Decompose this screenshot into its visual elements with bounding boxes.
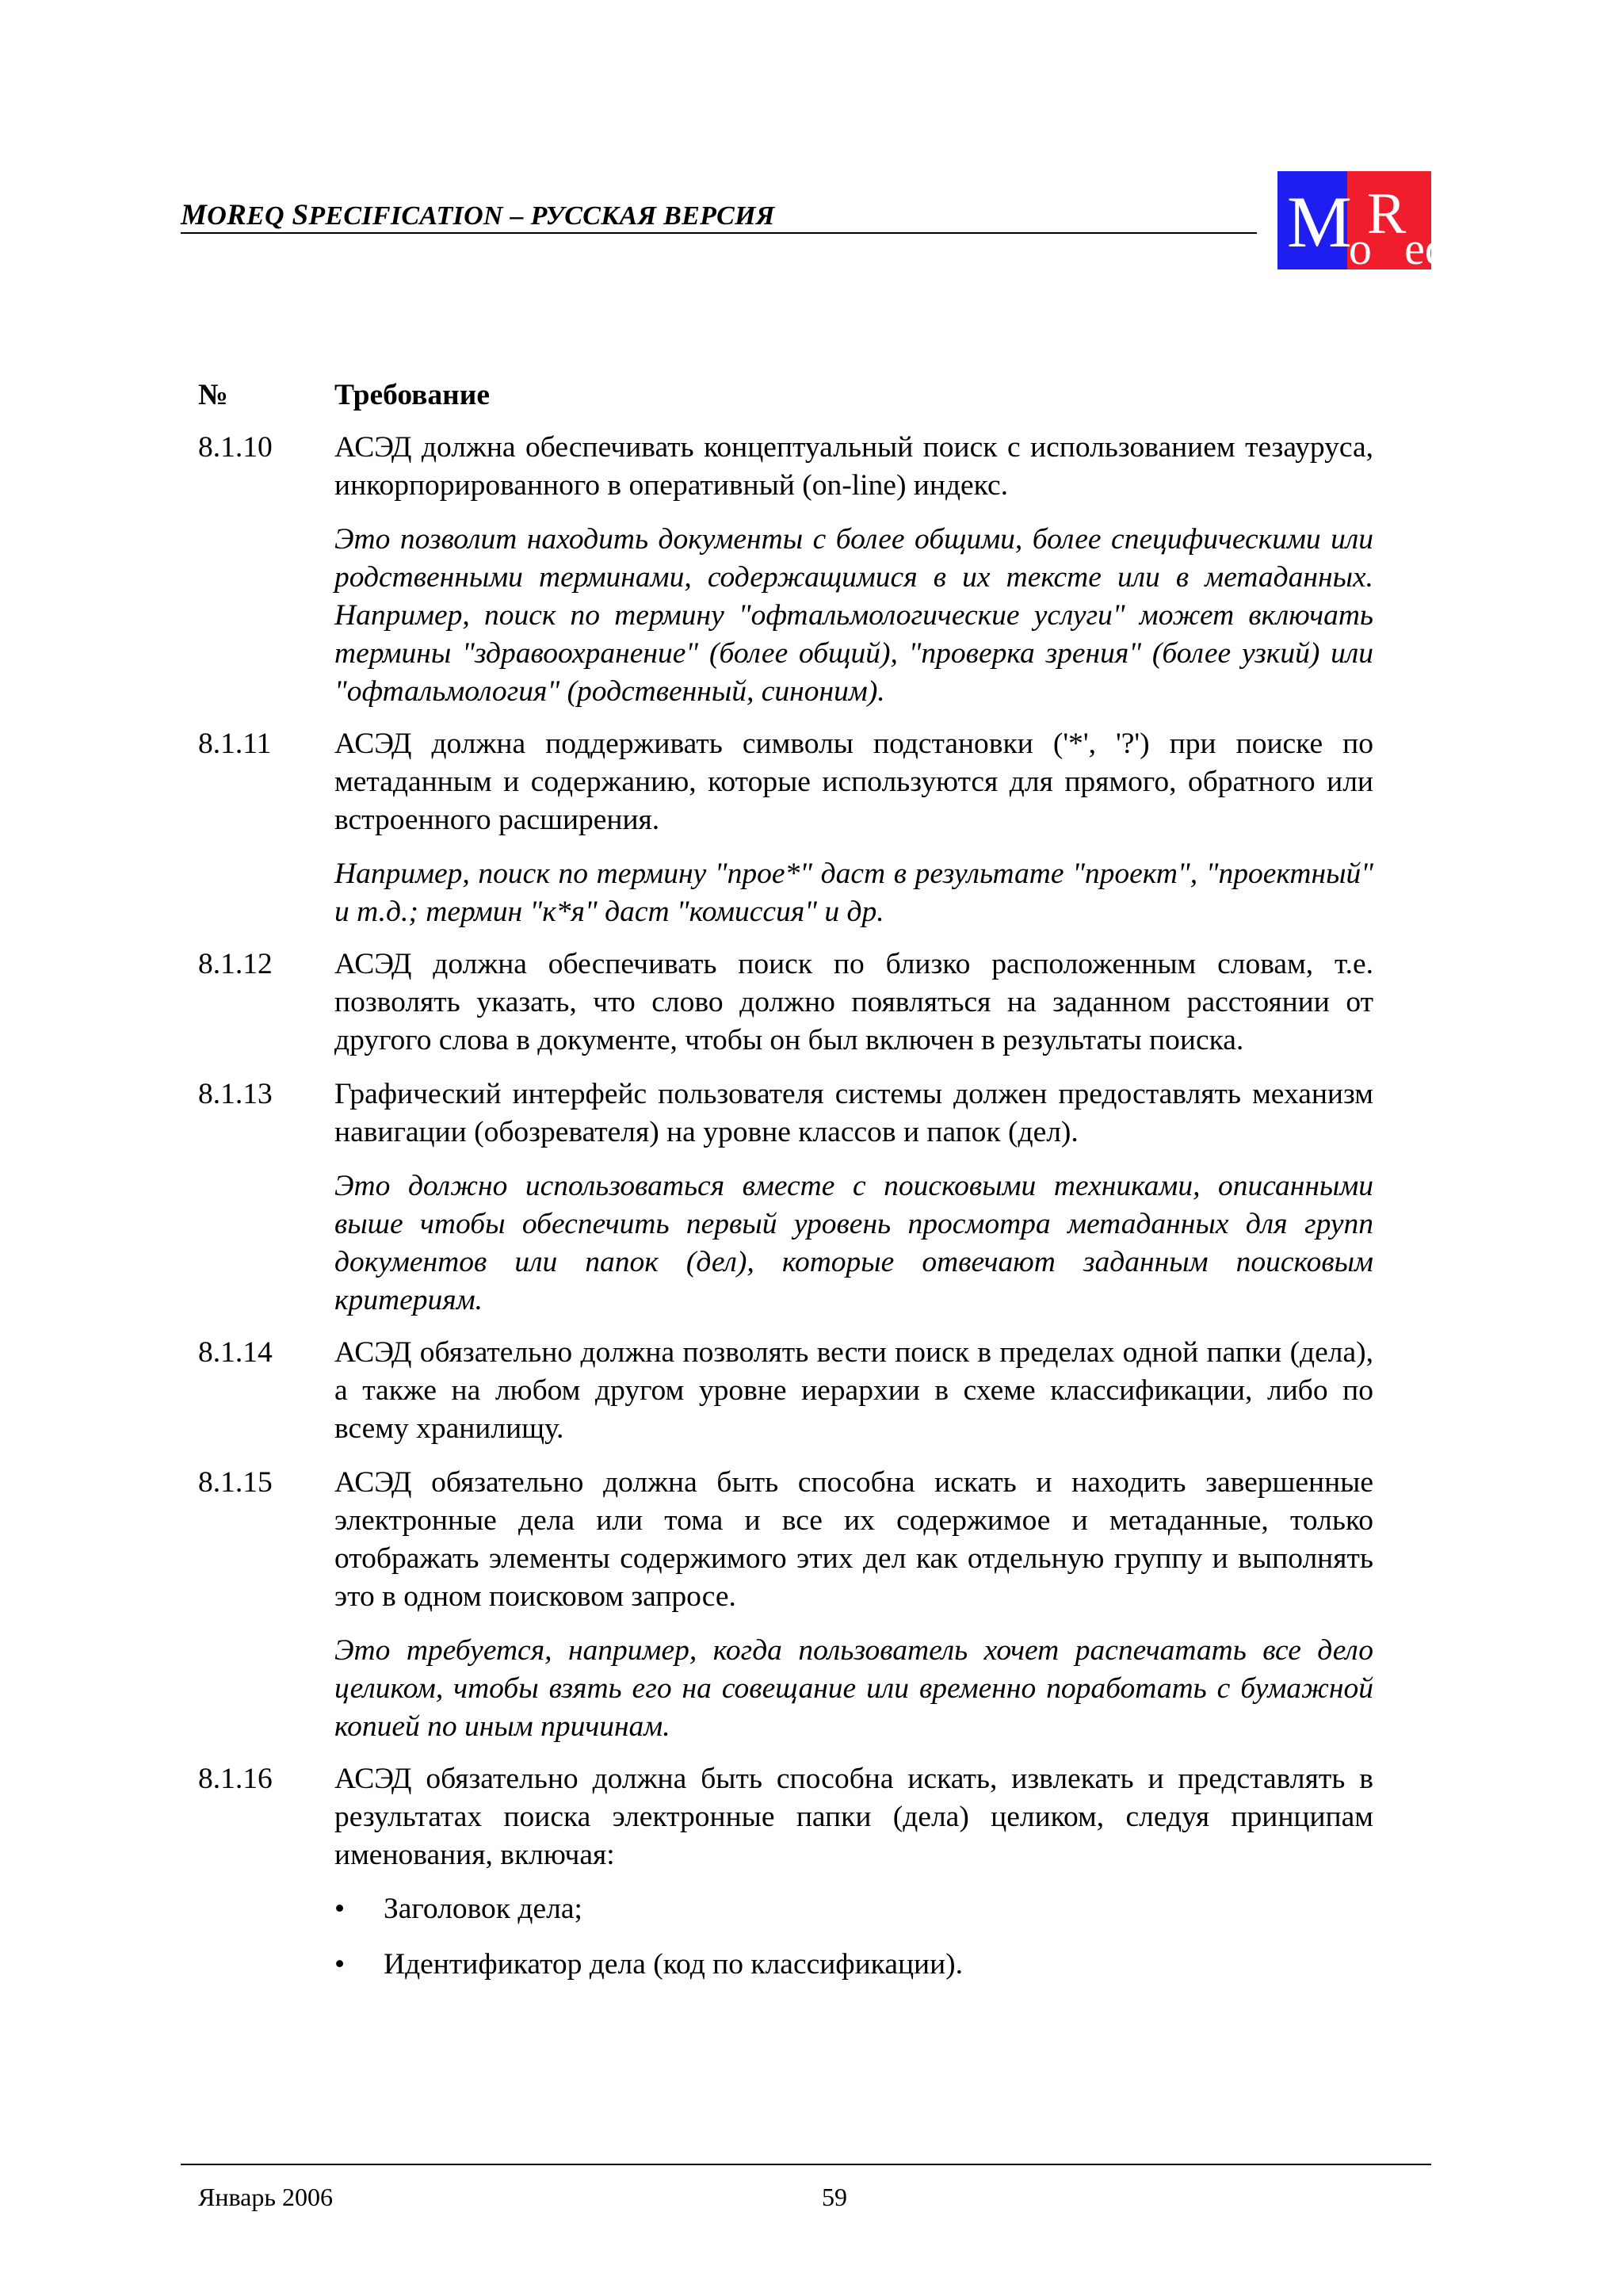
logo-lettering: MoReq bbox=[1287, 181, 1448, 274]
header-title-part: – РУССКАЯ ВЕРСИЯ bbox=[502, 201, 775, 231]
requirement-row bbox=[198, 946, 1373, 1075]
requirement-row bbox=[198, 1464, 1373, 1760]
header-title-part: M bbox=[181, 199, 208, 231]
requirement-text: АСЭД обязательно должна быть способна искать и находить завершенные электронные дела или тома и все их содержимое и метаданные, только отображать элементы содержимого этих дел как отдельную группу и выполнять это в одном поисковом запросе. bbox=[334, 1466, 1373, 1613]
requirement-text: Графический интерфейс пользователя системы должен предоставлять механизм навигации (обозревателя) на уровне классов и папок (дел). bbox=[334, 1078, 1373, 1148]
requirement-row bbox=[198, 1760, 1373, 2001]
requirement-number: 8.1.14 bbox=[198, 1336, 273, 1369]
requirement-number: 8.1.16 bbox=[198, 1763, 273, 1795]
requirement-number: 8.1.11 bbox=[198, 728, 272, 760]
requirement-number: 8.1.10 bbox=[198, 431, 273, 464]
requirement-note: Это позволит находить документы с более общими, более специфическими или родственными терминами, содержащимися в их тексте или в метаданных. Например, поиск по термину "офтальмологические услуги" может включать термины "здравоохранение" (более общий), "проверка зрения" (более узкий) или "офтальмология" (родственный, синоним). bbox=[334, 523, 1373, 708]
requirement-row bbox=[198, 725, 1373, 946]
header-title-part: R bbox=[227, 199, 247, 231]
bullet-icon: • bbox=[334, 1948, 346, 1981]
requirement-text: АСЭД должна поддерживать символы подстановки ('*', '?') при поиске по метаданным и содержанию, которые используются для прямого, обратного или встроенного расширения. bbox=[334, 728, 1373, 836]
requirement-row bbox=[198, 429, 1373, 725]
header-title-part: S bbox=[284, 199, 309, 231]
list-item bbox=[334, 1890, 1373, 1928]
list-item-text: Идентификатор дела (код по классификации). bbox=[384, 1948, 964, 1981]
header-title-part: O bbox=[207, 201, 227, 231]
bullet-list bbox=[334, 1890, 1373, 1984]
footer-divider bbox=[181, 2164, 1431, 2165]
requirement-note: Это требуется, например, когда пользователь хочет распечатать все дело целиком, чтобы взять его на совещание или временно поработать с бумажной копией по иным причинам. bbox=[334, 1634, 1373, 1743]
header-title-part: EQ bbox=[246, 201, 285, 231]
header-title-part: PECIFICATION bbox=[308, 201, 503, 231]
requirement-number: 8.1.12 bbox=[198, 948, 273, 980]
requirement-number: 8.1.15 bbox=[198, 1466, 273, 1499]
header-title bbox=[181, 198, 775, 232]
requirements-table bbox=[198, 376, 1373, 2001]
moreq-logo bbox=[1277, 171, 1448, 274]
requirement-note: Это должно использоваться вместе с поисковыми техниками, описанными выше чтобы обеспечить первый уровень просмотра метаданных для групп документов или папок (дел), которые отвечают заданным поисковым критериям. bbox=[334, 1170, 1373, 1316]
requirement-text: АСЭД должна обеспечивать концептуальный поиск с использованием тезауруса, инкорпорированного в оперативный (on-line) индекс. bbox=[334, 431, 1373, 502]
list-item bbox=[334, 1946, 1373, 1984]
bullet-icon: • bbox=[334, 1893, 346, 1925]
table-header-row bbox=[198, 376, 1373, 415]
requirement-text: АСЭД обязательно должна позволять вести поиск в пределах одной папки (дела), а также на любом другом уровне иерархии в схеме классификации, либо по всему хранилищу. bbox=[334, 1336, 1373, 1445]
page-number: 59 bbox=[822, 2183, 847, 2211]
column-header-requirement: Требование bbox=[334, 379, 491, 411]
requirement-row bbox=[198, 1334, 1373, 1464]
column-header-number: № bbox=[198, 379, 228, 411]
requirement-text: АСЭД обязательно должна быть способна искать, извлекать и представлять в результатах поиска электронные папки (дела) целиком, следуя принципам именования, включая: bbox=[334, 1763, 1373, 1871]
list-item-text: Заголовок дела; bbox=[384, 1893, 582, 1925]
requirement-note: Например, поиск по термину "прое*" даст в результате "проект", "проектный" и т.д.; термин "к*я" даст "комиссия" и др. bbox=[334, 858, 1373, 928]
footer-date: Январь 2006 bbox=[198, 2183, 333, 2211]
requirement-number: 8.1.13 bbox=[198, 1078, 273, 1110]
requirement-row bbox=[198, 1075, 1373, 1334]
header-divider bbox=[181, 232, 1257, 234]
requirement-text: АСЭД должна обеспечивать поиск по близко расположенным словам, т.е. позволять указать, что слово должно появляться на заданном расстоянии от другого слова в документе, чтобы он был включен в результаты поиска. bbox=[334, 948, 1373, 1056]
